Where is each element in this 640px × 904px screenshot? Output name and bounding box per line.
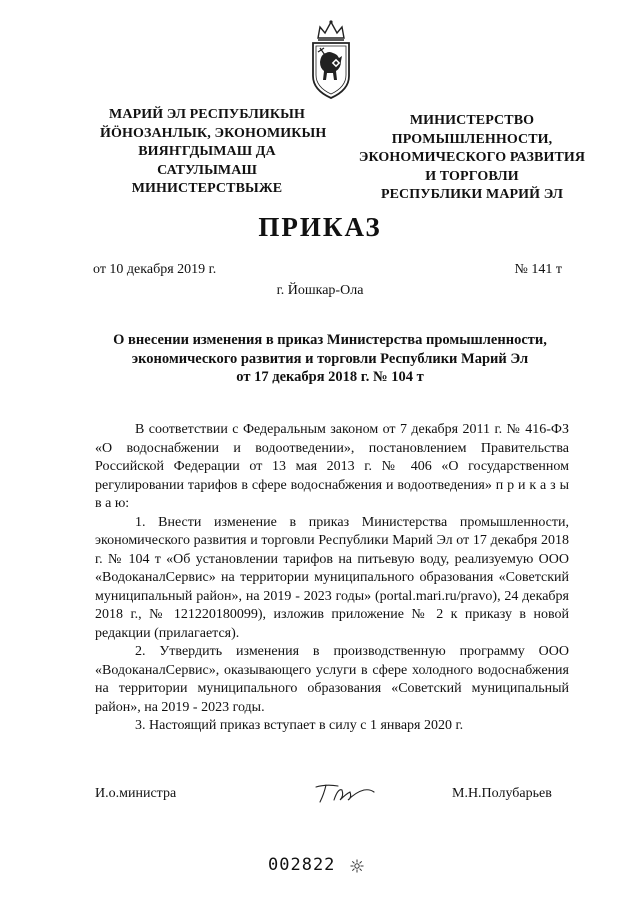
document-number: № 141 т (514, 262, 562, 277)
header-right-line: РЕСПУБЛИКИ МАРИЙ ЭЛ (380, 187, 564, 202)
header-right-line: И ТОРГОВЛИ (425, 168, 519, 184)
body-paragraph-preamble: В соответствии с Федеральным законом от 7 декабря 2011 г. № 416-ФЗ «О водоснабжении и водоотведении», постановлением Правительства Российской Федерации от 13 мая 2013 г. № 406 «О государственном регулировании тарифов в сфере водоснабжения и водоотведения» п р и к а з ы в а ю: (95, 422, 569, 511)
header-right-line: ПРОМЫШЛЕННОСТИ, (391, 131, 553, 147)
ornament-mark-icon (350, 859, 364, 873)
header-left-line: САТУЛЫМАШ (157, 162, 257, 178)
body-paragraph-item-3: 3. Настоящий приказ вступает в силу с 1 января 2020 г. (135, 718, 464, 733)
body-paragraph-item-2: 2. Утвердить изменения в производственную программу ООО «ВодоканалСервис», оказывающего услуги в сфере холодного водоснабжения на территории муниципального образования «Советский муниципальный район», на 2019 - 2023 годы. (95, 644, 569, 715)
ministry-name-mari (100, 106, 327, 199)
header-left-line: ВИЯҤГДЫМАШ ДА (138, 144, 276, 159)
document-body (95, 421, 569, 736)
header-right-line: ЭКОНОМИЧЕСКОГО РАЗВИТИЯ (358, 150, 586, 165)
header-left-line: ЙӦНОЗАНЛЫК, ЭКОНОМИКЫН (100, 125, 327, 141)
handwritten-signature (312, 778, 378, 806)
coat-of-arms-icon (306, 18, 356, 104)
document-title (90, 331, 570, 387)
signatory-name: М.Н.Полубарьев (452, 786, 552, 801)
header-left-line: МИНИСТЕРСТВЫЖЕ (131, 181, 283, 196)
body-paragraph-item-1: 1. Внести изменение в приказ Министерства промышленности, экономического развития и торговли Республики Марий Эл от 17 декабря 2018 г. № 104 т «Об установлении тарифов на питьевую воду, реализуемую ООО «ВодоканалСервис» на территории муниципального образования «Советский муниципальный район», на 2019 - 2023 годы» (portal.mari.ru/pravo), 24 декабря 2018 г., № 121220180099), изложив приложение № 2 к приказу в новой редакции (прилагается). (95, 514, 569, 641)
signatory-title: И.о.министра (95, 786, 177, 801)
document-type-heading: ПРИКАЗ (258, 212, 382, 242)
title-line: О внесении изменения в приказ Министерства промышленности, (113, 332, 547, 348)
serial-number: 002822 (268, 855, 336, 875)
title-line: от 17 декабря 2018 г. № 104 т (236, 369, 424, 385)
title-line: экономического развития и торговли Республики Марий Эл (131, 350, 529, 367)
document-date: от 10 декабря 2019 г. (93, 262, 217, 277)
ministry-name-russian (356, 112, 588, 205)
header-left-line: МАРИЙ ЭЛ РЕСПУБЛИКЫН (109, 107, 305, 122)
header-right-line: МИНИСТЕРСТВО (409, 113, 535, 128)
document-city: г. Йошкар-Ола (276, 283, 364, 298)
